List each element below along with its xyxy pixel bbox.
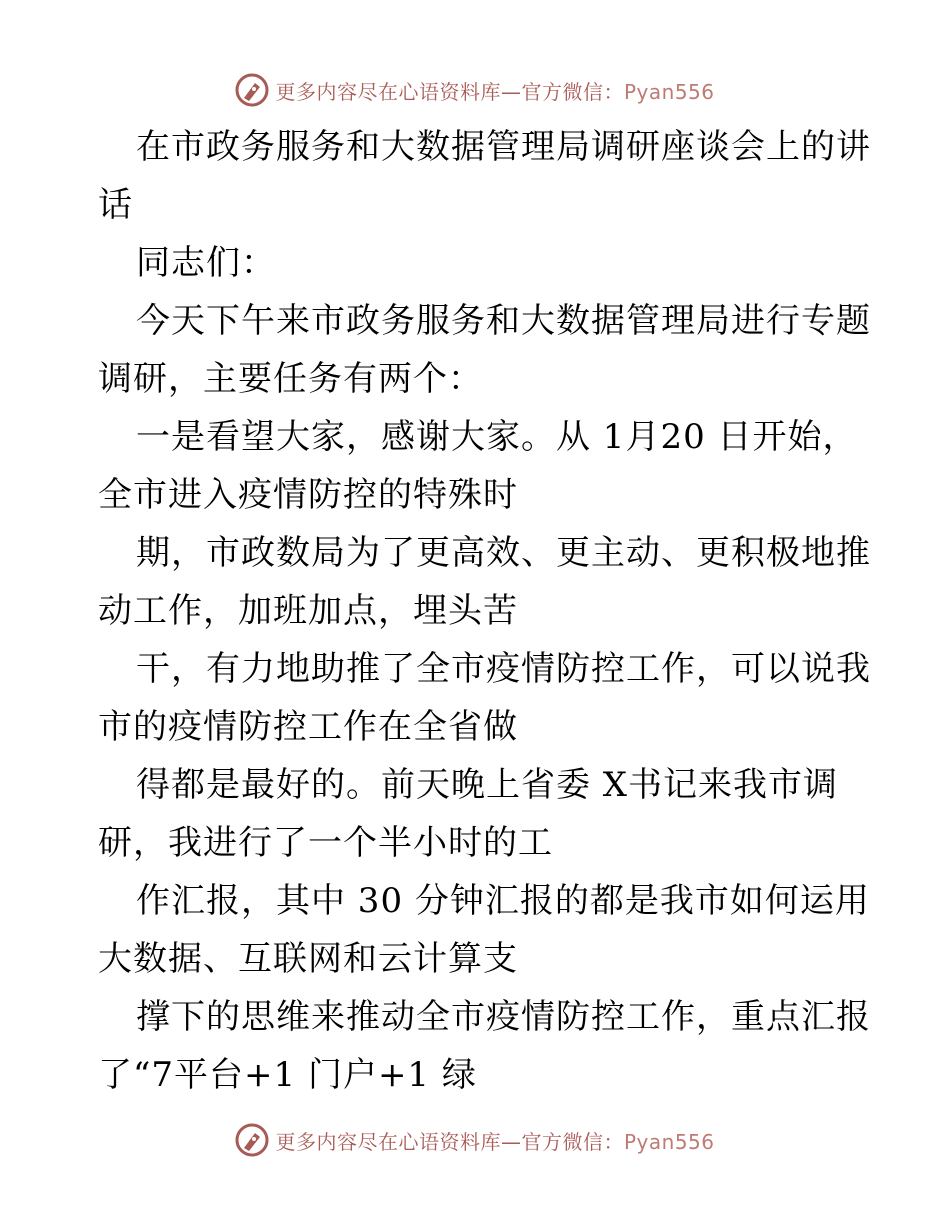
text-line: 话	[98, 185, 133, 225]
text-line: 了“7平台+1 门户+1 绿	[98, 1055, 477, 1095]
text-line: 同志们：	[136, 243, 276, 283]
text-line: 干，有力地助推了全市疫情防控工作，可以说我	[136, 649, 871, 689]
text-line: 一是看望大家，感谢大家。从 1月20 日开始，	[136, 417, 858, 457]
text-line: 期，市政数局为了更高效、更主动、更积极地推	[136, 533, 871, 573]
document-body	[98, 118, 871, 1104]
text-line: 研，我进行了一个半小时的工	[98, 823, 553, 863]
watermark-label: 更多内容尽在心语资料库—官方微信：	[275, 1129, 624, 1154]
watermark-handle: Pyan556	[623, 1129, 715, 1154]
text-line: 调研，主要任务有两个：	[98, 359, 483, 399]
text-line: 撑下的思维来推动全市疫情防控工作，重点汇报	[136, 997, 871, 1037]
pen-nib-logo-icon	[235, 73, 269, 107]
watermark-label: 更多内容尽在心语资料库—官方微信：	[275, 79, 624, 104]
footer-watermark	[0, 1120, 950, 1160]
watermark-text	[275, 1126, 714, 1155]
watermark-text	[275, 76, 714, 105]
text-line: 作汇报，其中 30 分钟汇报的都是我市如何运用	[136, 881, 870, 921]
watermark-handle: Pyan556	[623, 79, 715, 104]
text-line: 市的疫情防控工作在全省做	[98, 707, 518, 747]
text-line: 全市进入疫情防控的特殊时	[98, 475, 518, 515]
text-line: 动工作，加班加点，埋头苦	[98, 591, 518, 631]
text-line: 得都是最好的。前天晚上省委 X书记来我市调	[136, 765, 839, 805]
pen-nib-logo-icon	[235, 1123, 269, 1157]
text-line: 今天下午来市政务服务和大数据管理局进行专题	[136, 301, 871, 341]
text-line: 大数据、互联网和云计算支	[98, 939, 518, 979]
header-watermark	[0, 70, 950, 110]
text-line: 在市政务服务和大数据管理局调研座谈会上的讲	[136, 127, 871, 167]
